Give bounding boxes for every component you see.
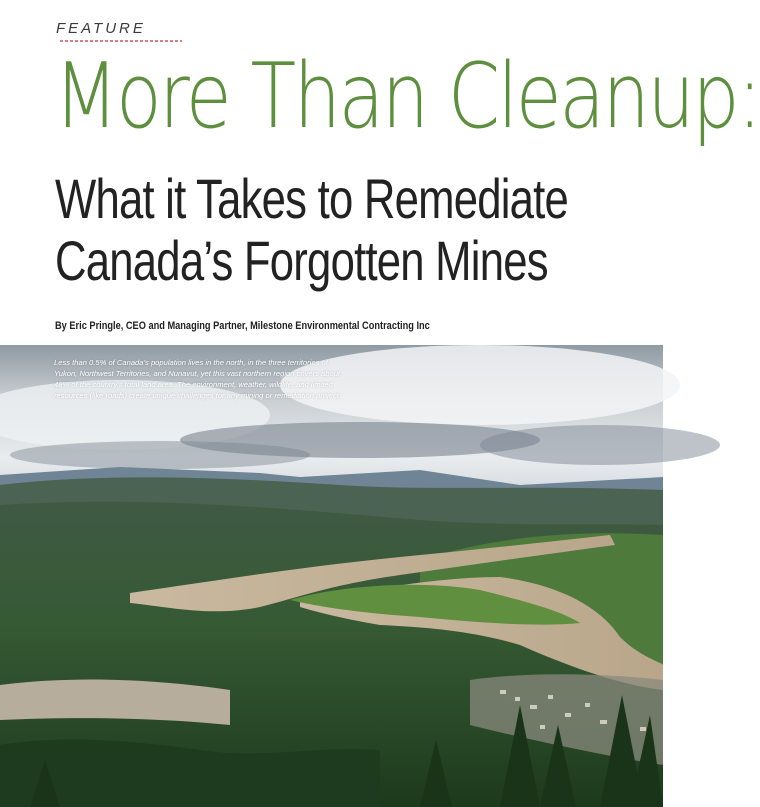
subhead-line-2: Canada’s Forgotten Mines <box>55 229 548 292</box>
landscape-photo <box>0 345 663 807</box>
byline: By Eric Pringle, CEO and Managing Partner, Milestone Environmental Contracting Inc <box>55 320 430 332</box>
subheadline <box>55 168 568 292</box>
landscape-illustration <box>0 345 663 807</box>
headline: More Than Cleanup: <box>54 44 760 149</box>
subhead-line-1: What it Takes to Remediate <box>55 167 569 230</box>
photo-caption: Less than 0.5% of Canada’s population lives in the north, in the three territories of Yukon, Northwest Territories, and Nunavut, yet this vast northern region covers about 48% of the country’s total land area. The environment, weather, wildlife, and limited resources (like roads) create unique challenges for any mining or remediation project. <box>54 358 342 400</box>
section-label: FEATURE <box>56 20 146 37</box>
section-label-rule <box>60 40 182 42</box>
